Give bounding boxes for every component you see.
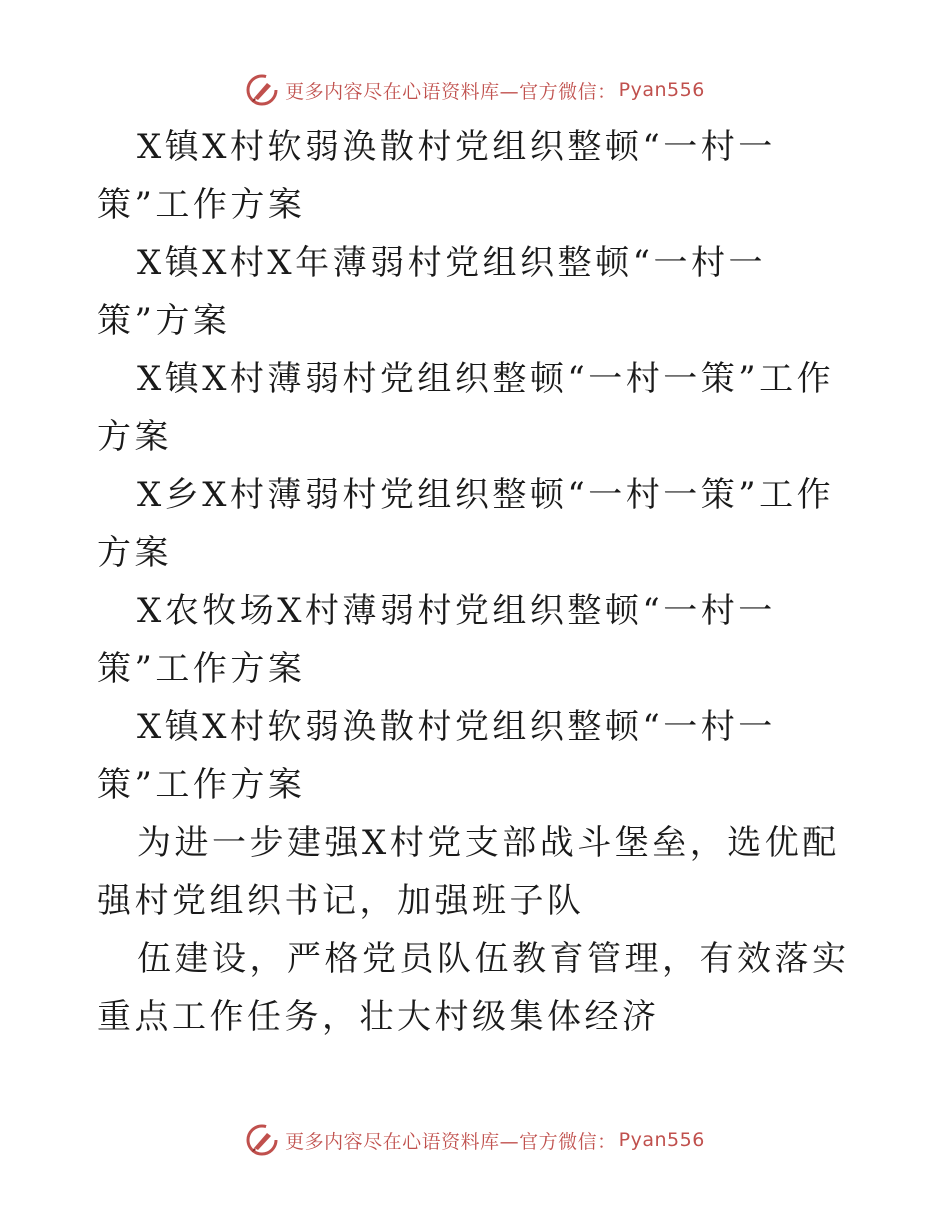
paragraph: X镇X村X年薄弱村党组织整顿“一村一策”方案	[97, 243, 766, 341]
paragraph: X农牧场X村薄弱村党组织整顿“一村一策”工作方案	[97, 591, 776, 689]
paragraph: X镇X村软弱涣散村党组织整顿“一村一策”工作方案	[97, 127, 776, 225]
watermark-text: 更多内容尽在心语资料库—官方微信：	[285, 80, 617, 103]
paragraph: X镇X村软弱涣散村党组织整顿“一村一策”工作方案	[97, 707, 776, 805]
header-watermark	[0, 70, 950, 110]
watermark-wechat-id: Pyan556	[618, 79, 705, 101]
paragraph: 伍建设，严格党员队伍教育管理，有效落实重点工作任务，壮大村级集体经济	[97, 939, 850, 1037]
watermark-text: 更多内容尽在心语资料库—官方微信：	[285, 1130, 617, 1153]
paragraph: X乡X村薄弱村党组织整顿“一村一策”工作方案	[97, 475, 835, 573]
paragraph: 为进一步建强X村党支部战斗堡垒，选优配强村党组织书记，加强班子队	[97, 823, 840, 921]
document-body	[97, 118, 853, 1046]
pen-logo-icon	[245, 73, 279, 107]
pen-logo-icon	[245, 1123, 279, 1157]
watermark-wechat-id: Pyan556	[618, 1129, 705, 1151]
footer-watermark	[0, 1120, 950, 1160]
paragraph: X镇X村薄弱村党组织整顿“一村一策”工作方案	[97, 359, 835, 457]
